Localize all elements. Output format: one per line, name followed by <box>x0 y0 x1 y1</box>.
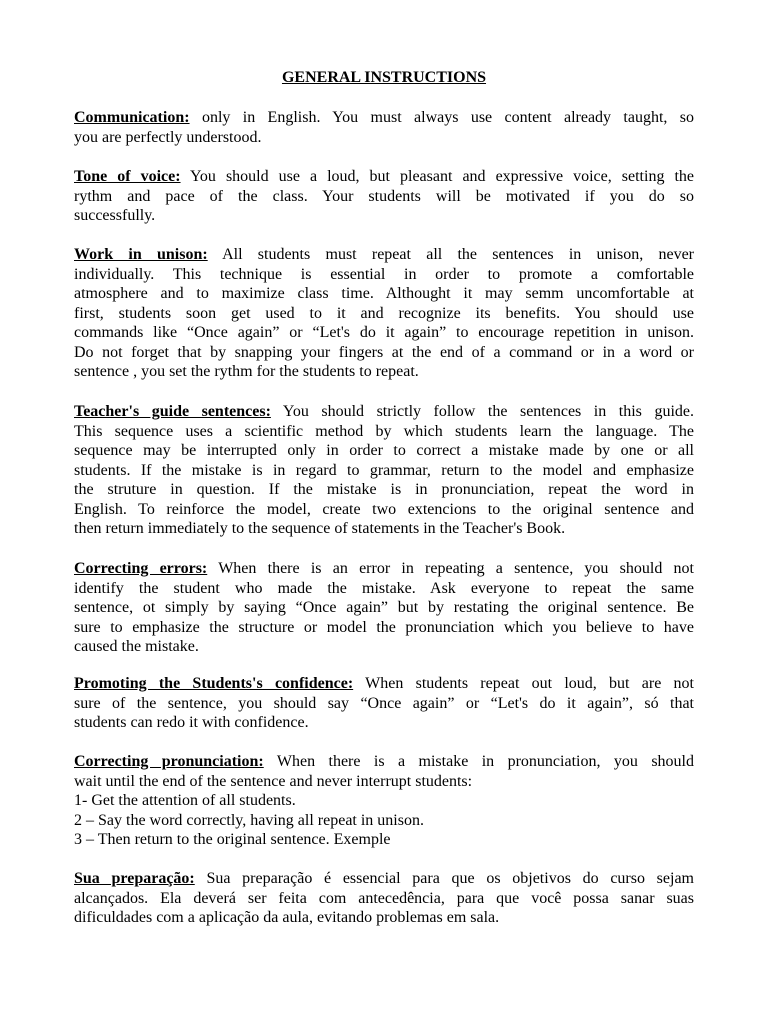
section-text: You should use a loud, but pleasant and expressive voice, setting the <box>189 168 694 185</box>
section-text: When there is an error in repeating a sentence, you should not <box>218 560 694 577</box>
section-line: first, students soon get used to it and recognize its benefits. You should use <box>74 304 694 322</box>
section-line: Do not forget that by snapping your fingers at the end of a command or in a word or <box>74 343 694 361</box>
section-line: individually. This technique is essential in order to promote a comfortable <box>74 265 694 283</box>
section-line <box>74 752 694 772</box>
section-label: Work in unison: <box>74 246 208 263</box>
list-item: 1- Get the attention of all students. <box>74 792 296 809</box>
section-line: students can redo it with confidence. <box>74 714 309 731</box>
section-line <box>74 869 694 889</box>
section-line: rythm and pace of the class. Your students will be motivated if you do so <box>74 187 694 205</box>
section-line: This sequence uses a scientific method by which students learn the language. The <box>74 422 694 440</box>
section-line <box>74 167 694 187</box>
section-text: When students repeat out loud, but are not <box>365 675 694 692</box>
section-correcting-pronunciation <box>74 752 694 850</box>
section-text: only in English. You must always use content already taught, so <box>201 109 694 126</box>
section-line: identify the student who made the mistake. Ask everyone to repeat the same <box>74 579 694 597</box>
section-text: All students must repeat all the sentences in unison, never <box>222 246 694 263</box>
section-label: Communication: <box>74 109 190 126</box>
section-line: commands like “Once again” or “Let's do it again” to encourage repetition in unison. <box>74 324 694 341</box>
section-line <box>74 402 694 422</box>
section-line: English. To reinforce the model, create two extencions to the original sentence and <box>74 500 694 518</box>
section-line: caused the mistake. <box>74 638 199 655</box>
section-line: sentence , you set the rythm for the students to repeat. <box>74 363 419 380</box>
section-line: sequence may be interrupted only in order to correct a mistake made by one or all <box>74 442 694 459</box>
section-label: Sua preparação: <box>74 870 195 887</box>
section-line: atmosphere and to maximize class time. Althought it may semm uncomfortable at <box>74 285 694 302</box>
section-line: sentence, ot simply by saying “Once again” but by restating the original sentence. Be <box>74 599 694 616</box>
section-line: sure to emphasize the structure or model the pronunciation which you believe to have <box>74 618 694 636</box>
section-line <box>74 245 694 265</box>
section-label: Promoting the Students's confidence: <box>74 675 354 692</box>
section-tone-of-voice <box>74 167 694 226</box>
section-text: When there is a mistake in pronunciation, you should <box>276 753 694 770</box>
section-line <box>74 559 694 579</box>
section-line: successfully. <box>74 207 156 224</box>
section-line: alcançados. Ela deverá ser feita com antecedência, para que você possa sanar suas <box>74 889 694 907</box>
section-line <box>74 108 694 128</box>
section-label: Tone of voice: <box>74 168 181 185</box>
section-label: Correcting pronunciation: <box>74 753 264 770</box>
list-item: 2 – Say the word correctly, having all repeat in unison. <box>74 811 424 829</box>
list-item: 3 – Then return to the original sentence. Exemple <box>74 831 391 848</box>
section-line: wait until the end of the sentence and never interrupt students: <box>74 772 473 790</box>
section-label: Correcting errors: <box>74 560 208 577</box>
section-line: sure of the sentence, you should say “Once again” or “Let's do it again”, só that <box>74 694 694 712</box>
section-label: Teacher's guide sentences: <box>74 403 271 420</box>
section-sua-preparacao <box>74 869 694 928</box>
section-text: You should strictly follow the sentences in this guide. <box>282 403 694 420</box>
section-communication <box>74 108 694 147</box>
section-line: the struture in question. If the mistake is in pronunciation, repeat the word in <box>74 481 694 498</box>
section-line: students. If the mistake is in regard to grammar, return to the model and emphasize <box>74 461 694 479</box>
section-line: then return immediately to the sequence of statements in the Teacher's Book. <box>74 520 566 537</box>
section-line <box>74 674 694 694</box>
section-correcting-errors <box>74 559 694 657</box>
section-teachers-guide <box>74 402 694 539</box>
section-line: you are perfectly understood. <box>74 128 262 146</box>
section-line: dificuldades com a aplicação da aula, evitando problemas em sala. <box>74 909 500 926</box>
section-text: Sua preparação é essencial para que os objetivos do curso sejam <box>206 870 694 887</box>
page-title: GENERAL INSTRUCTIONS <box>281 69 487 86</box>
section-promoting-confidence <box>74 674 694 733</box>
section-work-in-unison <box>74 245 694 382</box>
